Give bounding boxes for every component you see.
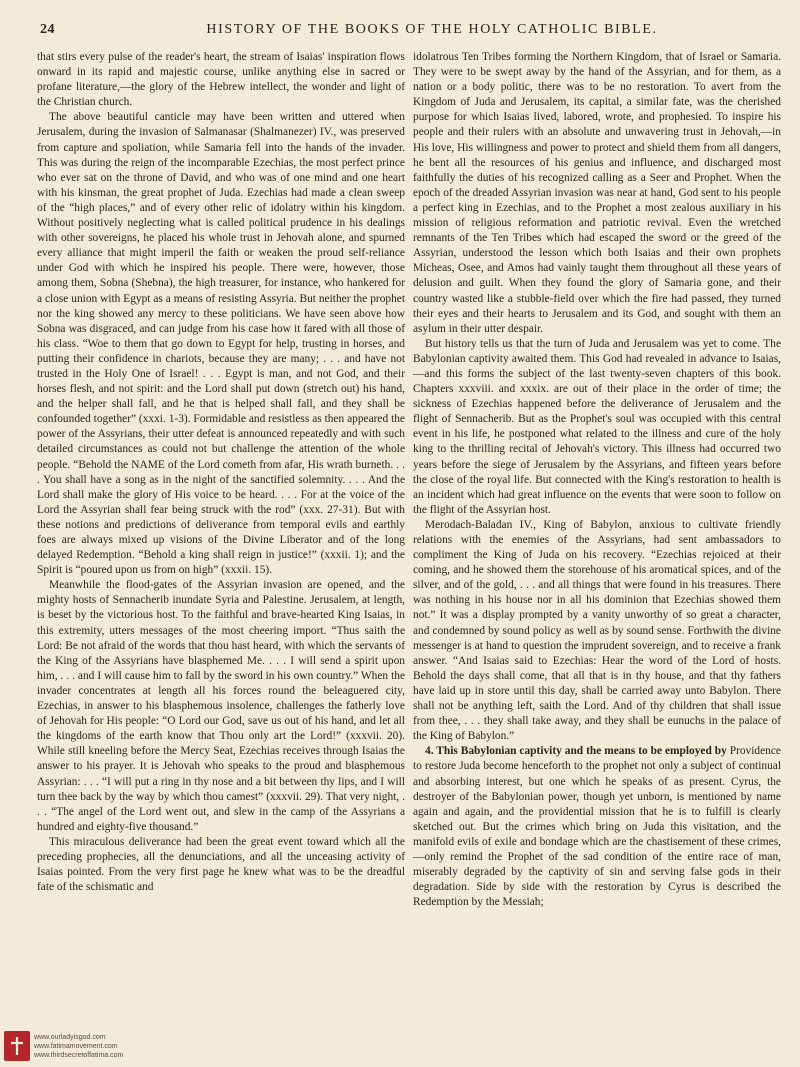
running-title: HISTORY OF THE BOOKS OF THE HOLY CATHOLIC BIBLE. [206,22,658,37]
watermark-links [34,1033,123,1060]
paragraph: Merodach-Baladan IV., King of Babylon, anxious to cultivate friendly relations with the enemies of the Assyrians, had sent ambassadors to compliment the King of Juda on his recovery. “Ezechias rejoiced at their coming, and he showed them the storehouse of his aromatical spices, and of the silver, and of the gold, . . . and all things that were found in his treasures. There was nothing in his house nor in all his dominion that Ezechias showed them not.” It was a display prompted by a vanity unworthy of so great a character, and condemned by sound policy as well as by sound sense. Forthwith the divine messenger is at hand to question the imprudent sovereign, and to receive a frank answer. “And Isaias said to Ezechias: Hear the word of the Lord of hosts. Behold the days shall come, that all that is in thy house, and that thy fathers have laid up in store until this day, shall be carried away unto Babylon. There shall not be anything left, saith the Lord. And of thy children that shall issue from thee, . . . they shall take away, and they shall be eunuchs in the palace of the King of Babylon.” [413,518,781,743]
section-lead: 4. This Babylonian captivity and the means to be employed by [425,745,727,758]
left-column [37,50,405,895]
paragraph: Meanwhile the flood-gates of the Assyrian invasion are opened, and the mighty hosts of Sennacherib inundate Syria and Palestine. Jerusalem, at length, is beset by the victorious host. To the faithful and brave-hearted King Isaias, in this extremity, utters messages of the most cheering import. “Thus saith the Lord: Be not afraid of the words that thou hast heard, with which the servants of the King of the Assyrians have blasphemed Me. . . . I will send a spirit upon him, . . . and I will cause him to fall by the sword in his own country.” When the invader concentrates at length all his forces round the beleaguered city, Ezechias, in answer to his blasphemous insolence, challenges the fatherly love of Jehovah for His people: “O Lord our God, save us out of his hand, and let all the kingdoms of the earth know that Thou only art the Lord!” (xxxvii. 20). While still kneeling before the Mercy Seat, Ezechias receives through Isaias the answer to his prayer. It is Jehovah who speaks to the proud and blasphemous Assyrian: . . . “I will put a ring in thy nose and a bit between thy lips, and I will turn thee back by the way by which thou camest” (xxxvii. 29). That very night, . . . “The angel of the Lord went out, and slew in the camp of the Assyrians a hundred and eighty-five thousand.” [37,579,405,833]
watermark-link[interactable]: www.ourladyisgod.com [34,1033,106,1041]
right-column [413,50,781,910]
paragraph: The above beautiful canticle may have been written and uttered when Jerusalem, during the invasion of Salmanasar (Shalmanezer) IV., was preserved from capture and spoliation, while Samaria fell into the hands of the invader. This was during the reign of the incomparable Ezechias, the most perfect prince who ever sat on the throne of David, and who was of one mind and one heart with his kinsman, the great prophet of Juda. Ezechias had made a clean sweep of the “high places,” and of every other relic of idolatry within his kingdom. Without positively neglecting what is called political prudence in his dealings with other sovereigns, he placed his whole trust in Jehovah alone, and spurned every alliance that might imperil the faith or weaken the proud self-reliance under God with which he inspired his people. There were, however, those among them, Sobna (Shebna), the high treasurer, for instance, who hankered for a close union with Egypt as a means of resisting Assyria. But neither the prophet nor the king showed any mercy to these politicians. We have seen above how Sobna was disgraced, and can judge from his case how it fared with all those of his class. “Woe to them that go down to Egypt for help, trusting in horses, and putting their confidence in chariots, because they are many; . . . and have not trusted in the Holy One of Israel! . . . Egypt is man, and not God, and their horses flesh, and not spirit: and the Lord shall put down (stretch out) his hand, and the helper shall fall, and he that is helped shall fall, and they shall be confounded together” (xxxi. 1-3). Formidable and resistless as then appeared the power of the Assyrians, their utter defeat is announced repeatedly and with such detailed circumstances as could not but challenge the attention of the whole people. “Behold the NAME of the Lord cometh from afar, His wrath burneth. . . . You shall have a song as in the night of the sanctified solemnity. . . . And the Lord shall make the glory of His voice to be heard. . . . For at the voice of the Lord the Assyrian shall fear being struck with the rod” (xxx. 27-31). But with these notions and predictions of deliverance from temporal evils and earthly foes are always mixed up visions of the Divine Liberator and of the long delayed Redemption. “Behold a king shall reign in justice!” (xxxii. 1); and the Spirit is “poured upon us from on high” (xxxii. 15). [37,111,405,577]
page-header [0,22,800,44]
watermark-link[interactable]: www.fatimamovement.com [34,1042,118,1050]
section-paragraph [413,744,781,910]
cross-icon [8,1035,26,1057]
watermark-link[interactable]: www.thirdsecretoffatima.com [34,1051,124,1059]
section-text: Providence to restore Juda become henceforth to the prophet not only a subject of continual and absorbing interest, but one which he speaks of as present. Cyrus, the destroyer of the Babylonian power, though yet unborn, is mentioned by name again and again, and the providential mission that he is to fulfill is clearly sketched out. But the crimes which bring on Juda this visitation, and the manifold evils of exile and bondage which are the chastisement of these crimes,—only remind the Prophet of the sad condition of the entire race of man, miserably degraded by the captivity of sin and serving false gods in their degradation. Side by side with the restoration by Cyrus is described the Redemption by the Messiah; [413,745,781,909]
paragraph: This miraculous deliverance had been the great event toward which all the preceding prophecies, all the denunciations, and all the unceasing activity of Isaias pointed. From the very first page he knew what was to be the dreadful fate of the schismatic and [37,835,405,894]
paragraph: idolatrous Ten Tribes forming the Northern Kingdom, that of Israel or Samaria. They were to be swept away by the hand of the Assyrian, and for them, as a nation or a body politic, there was to be no restoration. To avert from the Kingdom of Juda and Jerusalem, its capital, a similar fate, was the cherished purpose for which Isaias lived, labored, wrote, and prophesied. To inspire his people and their rulers with an absolute and unwavering trust in Jehovah,—in His love, His willingness and power to protect and shield them from all dangers, he bent all the resources of his genius and influence, and discharged most faithfully the duties of his recognized calling as a Seer and Prophet. When the epoch of the dreaded Assyrian invasion was near at hand, God sent to his people a perfect king in Ezechias, and to the Prophet a most zealous auxiliary in his mission of religious reformation and patriotic revival. Even the wretched remnants of the Ten Tribes which had escaped the sword or the greed of the Assyrian, understood the lesson which both Isaias and their own prophets Micheas, Osee, and Amos had vainly taught them throughout all these years of delusion and guilt. When they found the glory of Samaria gone, and their country wasted like a stubble-field over which the fire had passed, they turned their eyes and their hearts to Jerusalem and its God, and sought with them an asylum in their utter despair. [413,51,781,335]
page-number: 24 [40,22,55,37]
shield-logo-icon [4,1031,30,1061]
paragraph: that stirs every pulse of the reader's heart, the stream of Isaias' inspiration flows onward in its rapid and majestic course, unlike anything else in sacred or profane literature,—the glory of the Hebrew intellect, the wonder and light of the Christian church. [37,51,405,109]
watermark [4,1029,174,1063]
paragraph: But history tells us that the turn of Juda and Jerusalem was yet to come. The Babylonian captivity awaited them. This God had revealed in advance to Isaias,—and this forms the subject of the last twenty-seven chapters of this book. Chapters xxxviii. and xxxix. are out of their place in the order of time; the sickness of Ezechias happened before the deliverance of Jerusalem and the flight of Sennacherib. But as the Prophet's soul was occupied with this central event in his life, he postponed what related to the illness and cure of the holy king to the thrilling recital of Jehovah's victory. This illness had occurred two years before the siege of Jerusalem by the Assyrians, and fifteen years before the close of the royal life. But connected with the King's restoration to health is an incident which had great influence on the events that were soon to follow on the flight of the Assyrian host. [413,337,781,516]
